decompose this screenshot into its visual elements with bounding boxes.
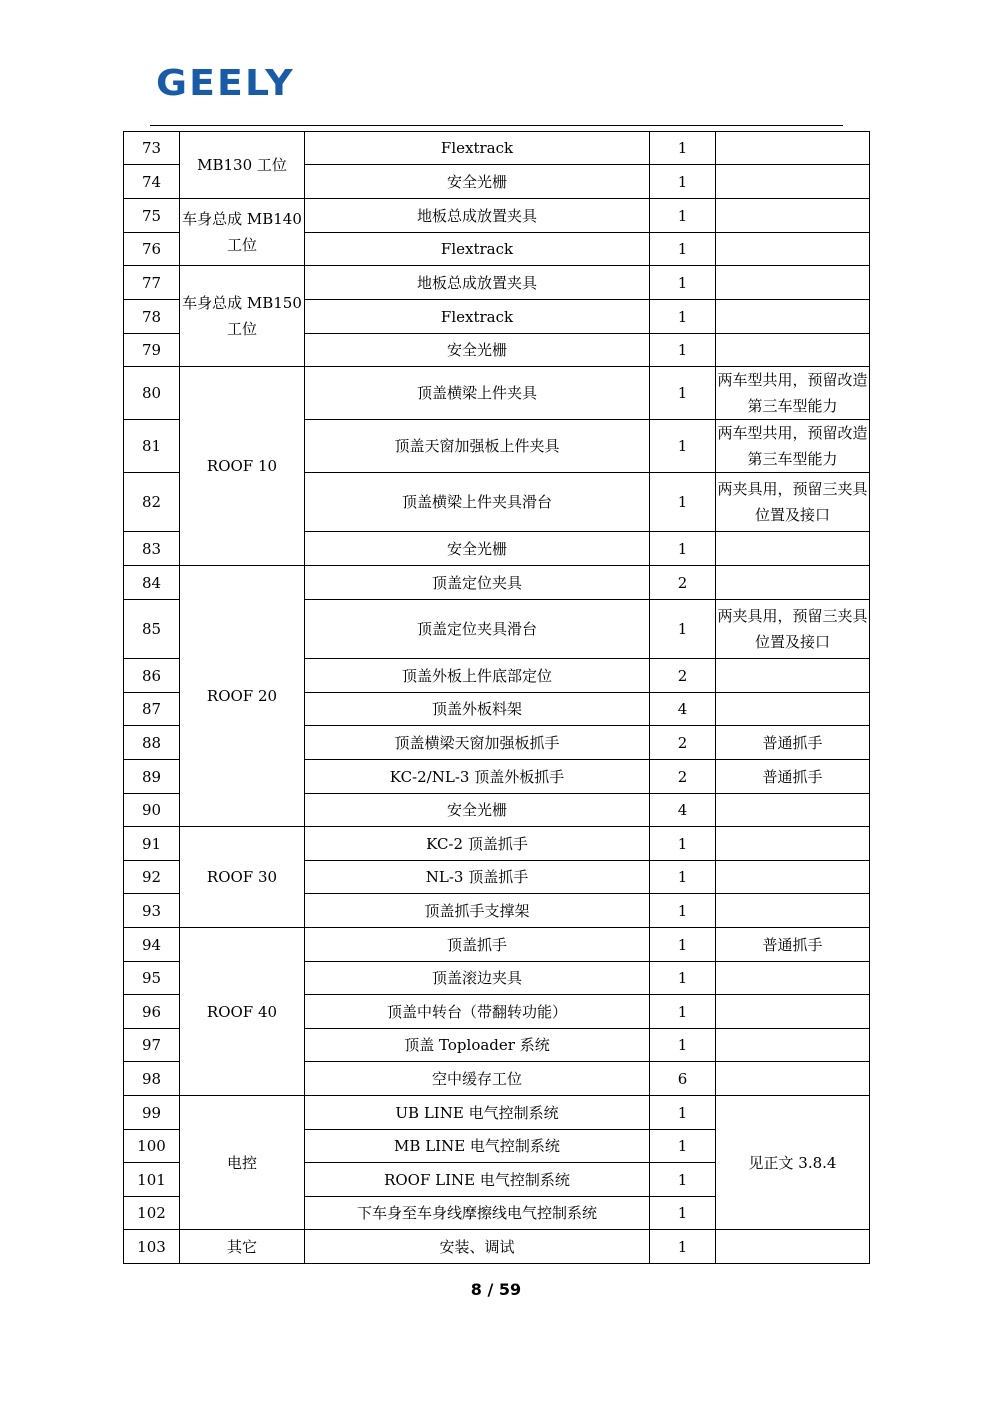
note-cell bbox=[716, 233, 870, 266]
note-cell: 普通抓手 bbox=[716, 760, 870, 794]
qty-cell: 1 bbox=[650, 1029, 716, 1062]
qty-cell: 1 bbox=[650, 532, 716, 566]
row-number: 99 bbox=[124, 1096, 180, 1130]
item-cell: MB LINE 电气控制系统 bbox=[305, 1130, 650, 1163]
station-cell: 其它 bbox=[180, 1230, 305, 1264]
station-cell: 车身总成 MB150 工位 bbox=[180, 266, 305, 367]
note-cell bbox=[716, 1062, 870, 1096]
row-number: 103 bbox=[124, 1230, 180, 1264]
item-cell: 安全光栅 bbox=[305, 165, 650, 199]
note-cell bbox=[716, 995, 870, 1029]
item-cell: 顶盖横梁上件夹具 bbox=[305, 367, 650, 420]
row-number: 85 bbox=[124, 600, 180, 659]
item-cell: 顶盖滚边夹具 bbox=[305, 962, 650, 995]
qty-cell: 1 bbox=[650, 1130, 716, 1163]
qty-cell: 2 bbox=[650, 566, 716, 600]
station-cell: ROOF 30 bbox=[180, 827, 305, 928]
item-cell: 安全光栅 bbox=[305, 334, 650, 367]
page-number: 8 / 59 bbox=[470, 1280, 522, 1299]
note-cell bbox=[716, 1230, 870, 1264]
qty-cell: 2 bbox=[650, 726, 716, 760]
note-cell bbox=[716, 566, 870, 600]
qty-cell: 4 bbox=[650, 794, 716, 827]
qty-cell: 1 bbox=[650, 266, 716, 300]
row-number: 79 bbox=[124, 334, 180, 367]
note-cell bbox=[716, 894, 870, 928]
row-number: 87 bbox=[124, 693, 180, 726]
note-cell bbox=[716, 1029, 870, 1062]
item-cell: UB LINE 电气控制系统 bbox=[305, 1096, 650, 1130]
item-cell: 顶盖抓手 bbox=[305, 928, 650, 962]
note-cell: 普通抓手 bbox=[716, 928, 870, 962]
item-cell: KC-2 顶盖抓手 bbox=[305, 827, 650, 861]
station-cell: ROOF 40 bbox=[180, 928, 305, 1096]
qty-cell: 1 bbox=[650, 894, 716, 928]
row-number: 89 bbox=[124, 760, 180, 794]
qty-cell: 1 bbox=[650, 995, 716, 1029]
row-number: 74 bbox=[124, 165, 180, 199]
row-number: 90 bbox=[124, 794, 180, 827]
table-row bbox=[124, 132, 870, 165]
qty-cell: 1 bbox=[650, 1197, 716, 1230]
table-row bbox=[124, 1230, 870, 1264]
note-cell: 见正文 3.8.4 bbox=[716, 1096, 870, 1230]
station-cell: 电控 bbox=[180, 1096, 305, 1230]
table-row bbox=[124, 199, 870, 233]
qty-cell: 6 bbox=[650, 1062, 716, 1096]
note-cell bbox=[716, 199, 870, 233]
item-cell: 空中缓存工位 bbox=[305, 1062, 650, 1096]
note-cell bbox=[716, 962, 870, 995]
qty-cell: 1 bbox=[650, 132, 716, 165]
item-cell: 顶盖中转台（带翻转功能） bbox=[305, 995, 650, 1029]
qty-cell: 1 bbox=[650, 600, 716, 659]
station-cell: MB130 工位 bbox=[180, 132, 305, 199]
row-number: 81 bbox=[124, 420, 180, 473]
item-cell: 顶盖定位夹具滑台 bbox=[305, 600, 650, 659]
qty-cell: 1 bbox=[650, 928, 716, 962]
geely-logo: GEELY bbox=[156, 63, 295, 104]
item-cell: 安全光栅 bbox=[305, 794, 650, 827]
item-cell: 顶盖天窗加强板上件夹具 bbox=[305, 420, 650, 473]
note-cell bbox=[716, 266, 870, 300]
item-cell: NL-3 顶盖抓手 bbox=[305, 861, 650, 894]
equipment-table bbox=[123, 131, 870, 1264]
item-cell: 地板总成放置夹具 bbox=[305, 199, 650, 233]
table-row bbox=[124, 928, 870, 962]
item-cell: ROOF LINE 电气控制系统 bbox=[305, 1163, 650, 1197]
station-cell: 车身总成 MB140 工位 bbox=[180, 199, 305, 266]
item-cell: 顶盖外板料架 bbox=[305, 693, 650, 726]
qty-cell: 1 bbox=[650, 473, 716, 532]
note-cell bbox=[716, 659, 870, 693]
note-cell bbox=[716, 861, 870, 894]
item-cell: Flextrack bbox=[305, 233, 650, 266]
table-row bbox=[124, 367, 870, 420]
row-number: 93 bbox=[124, 894, 180, 928]
note-cell bbox=[716, 794, 870, 827]
row-number: 94 bbox=[124, 928, 180, 962]
row-number: 73 bbox=[124, 132, 180, 165]
note-cell bbox=[716, 300, 870, 334]
row-number: 97 bbox=[124, 1029, 180, 1062]
row-number: 91 bbox=[124, 827, 180, 861]
row-number: 98 bbox=[124, 1062, 180, 1096]
table-row bbox=[124, 1096, 870, 1130]
item-cell: Flextrack bbox=[305, 132, 650, 165]
qty-cell: 1 bbox=[650, 367, 716, 420]
table-row bbox=[124, 827, 870, 861]
item-cell: 顶盖外板上件底部定位 bbox=[305, 659, 650, 693]
qty-cell: 1 bbox=[650, 1230, 716, 1264]
item-cell: 顶盖 Toploader 系统 bbox=[305, 1029, 650, 1062]
row-number: 78 bbox=[124, 300, 180, 334]
row-number: 76 bbox=[124, 233, 180, 266]
item-cell: KC-2/NL-3 顶盖外板抓手 bbox=[305, 760, 650, 794]
qty-cell: 4 bbox=[650, 693, 716, 726]
note-cell bbox=[716, 532, 870, 566]
qty-cell: 2 bbox=[650, 659, 716, 693]
qty-cell: 2 bbox=[650, 760, 716, 794]
item-cell: 顶盖横梁天窗加强板抓手 bbox=[305, 726, 650, 760]
station-cell: ROOF 10 bbox=[180, 367, 305, 566]
note-cell: 两夹具用，预留三夹具位置及接口 bbox=[716, 600, 870, 659]
qty-cell: 1 bbox=[650, 300, 716, 334]
row-number: 102 bbox=[124, 1197, 180, 1230]
item-cell: 安装、调试 bbox=[305, 1230, 650, 1264]
row-number: 95 bbox=[124, 962, 180, 995]
note-cell: 普通抓手 bbox=[716, 726, 870, 760]
row-number: 82 bbox=[124, 473, 180, 532]
item-cell: 顶盖横梁上件夹具滑台 bbox=[305, 473, 650, 532]
qty-cell: 1 bbox=[650, 334, 716, 367]
note-cell bbox=[716, 827, 870, 861]
item-cell: 安全光栅 bbox=[305, 532, 650, 566]
item-cell: 顶盖定位夹具 bbox=[305, 566, 650, 600]
qty-cell: 1 bbox=[650, 1163, 716, 1197]
note-cell: 两夹具用，预留三夹具位置及接口 bbox=[716, 473, 870, 532]
item-cell: 地板总成放置夹具 bbox=[305, 266, 650, 300]
note-cell bbox=[716, 693, 870, 726]
row-number: 84 bbox=[124, 566, 180, 600]
header-rule bbox=[150, 125, 843, 126]
station-cell: ROOF 20 bbox=[180, 566, 305, 827]
item-cell: 下车身至车身线摩擦线电气控制系统 bbox=[305, 1197, 650, 1230]
row-number: 75 bbox=[124, 199, 180, 233]
qty-cell: 1 bbox=[650, 420, 716, 473]
item-cell: Flextrack bbox=[305, 300, 650, 334]
qty-cell: 1 bbox=[650, 861, 716, 894]
note-cell bbox=[716, 165, 870, 199]
qty-cell: 1 bbox=[650, 233, 716, 266]
row-number: 101 bbox=[124, 1163, 180, 1197]
note-cell: 两车型共用，预留改造第三车型能力 bbox=[716, 367, 870, 420]
note-cell: 两车型共用，预留改造第三车型能力 bbox=[716, 420, 870, 473]
row-number: 80 bbox=[124, 367, 180, 420]
row-number: 92 bbox=[124, 861, 180, 894]
qty-cell: 1 bbox=[650, 165, 716, 199]
note-cell bbox=[716, 132, 870, 165]
qty-cell: 1 bbox=[650, 962, 716, 995]
qty-cell: 1 bbox=[650, 827, 716, 861]
note-cell bbox=[716, 334, 870, 367]
table-row bbox=[124, 566, 870, 600]
qty-cell: 1 bbox=[650, 199, 716, 233]
row-number: 83 bbox=[124, 532, 180, 566]
row-number: 77 bbox=[124, 266, 180, 300]
item-cell: 顶盖抓手支撑架 bbox=[305, 894, 650, 928]
row-number: 86 bbox=[124, 659, 180, 693]
table-row bbox=[124, 266, 870, 300]
row-number: 88 bbox=[124, 726, 180, 760]
row-number: 100 bbox=[124, 1130, 180, 1163]
row-number: 96 bbox=[124, 995, 180, 1029]
qty-cell: 1 bbox=[650, 1096, 716, 1130]
